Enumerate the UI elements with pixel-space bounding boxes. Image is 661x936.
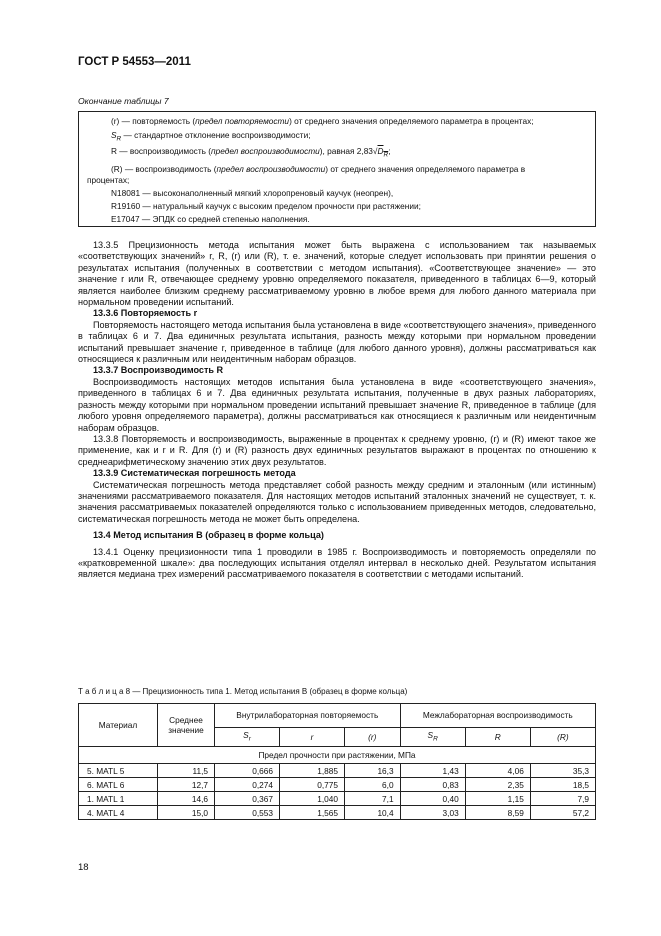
table-cell: 6,0 (345, 778, 401, 792)
table-cell: 8,59 (465, 806, 530, 820)
legend-line: (R) — воспроизводимость (предел воспроизводимости) от среднего значения определяемого параметра в (111, 164, 526, 174)
paragraph: Систематическая погрешность метода представляет собой разность между средним и эталонным (или истинным) значениями рассматриваемого показателя. Для настоящих методов испытаний эталонных значений не существует, т. к. значения рассматриваемых показателей определяются только с использованием приведенных методов, следовательно, систематическая погрешность метода не может быть определена. (78, 479, 596, 524)
page-number: 18 (78, 862, 89, 873)
table-cell: 7,9 (530, 792, 595, 806)
precision-table (78, 703, 596, 820)
table-cell: 0,775 (280, 778, 345, 792)
table-cell: 12,7 (158, 778, 215, 792)
table-cell: 1. MATL 1 (79, 792, 158, 806)
col-header-sR: $S_R$ (400, 727, 465, 746)
legend-line: $S_R$ — стандартное отклонение воспроизводимости; (111, 130, 311, 143)
table-cell: 2,35 (465, 778, 530, 792)
table-cell: 18,5 (530, 778, 595, 792)
table-cell: 14,6 (158, 792, 215, 806)
section-heading: 13.4 Метод испытания В (образец в форме кольца) (93, 530, 324, 541)
table-section-row: Предел прочности при растяжении, МПа (79, 747, 596, 764)
body-text (78, 240, 596, 581)
col-header-r-pct: (r) (345, 727, 401, 746)
table-cell: 4,06 (465, 764, 530, 778)
paragraph: 13.3.8 Повторяемость и воспроизводимость, выраженные в процентах к среднему уровню, (r) и (R) имеют такое же применение, как и r и R. Для (r) и (R) разность двух единичных результатов выражают в процентах по отношению к среднеарифметическому значению этих двух результатов. (78, 433, 596, 467)
table-cell: 11,5 (158, 764, 215, 778)
table-cell: 57,2 (530, 806, 595, 820)
legend-line: R19160 — натуральный каучук с высоким пределом прочности при растяжении; (111, 201, 421, 211)
table-cell: 0,40 (400, 792, 465, 806)
col-header-material: Материал (79, 704, 158, 747)
col-header-inter: Межлабораторная воспроизводимость (400, 704, 595, 728)
legend-line: N18081 — высоконаполненный мягкий хлоропреновый каучук (неопрен), (111, 188, 394, 198)
section-heading: 13.3.7 Воспроизводимость R (93, 365, 224, 376)
table-cell: 1,040 (280, 792, 345, 806)
paragraph: Воспроизводимость настоящих методов испытания была установлена в виде «соответствующего значения», приведенного в таблицах 6 и 7. Два единичных результата испытания, полученные в двух разных лабораториях, разность между которыми при нормальном проведении испытаний превышает значение R, приведенное в таблице (для любого уровня определяемого параметра), должны рассматриваться как относящиеся к различным или неидентичным наборам образцов. (78, 376, 596, 433)
table-row (79, 806, 596, 820)
table-cell: 0,367 (215, 792, 280, 806)
table-cell: 3,03 (400, 806, 465, 820)
paragraph: Повторяемость настоящего метода испытания была установлена в виде «соответствующего значения», приведенного в таблицах 6 и 7. Два единичных результата испытания, разность между которыми при нормальном проведении испытаний превышает значение r, приведенное в таблице (для любого данного уровня), должны рассматриваться как относящиеся к различным или неидентичным наборам образцов. (78, 319, 596, 365)
table-cell: 10,4 (345, 806, 401, 820)
table-cell: 35,3 (530, 764, 595, 778)
document-header: ГОСТ Р 54553—2011 (78, 56, 191, 68)
table-cell: 4. MATL 4 (79, 806, 158, 820)
table-row (79, 764, 596, 778)
col-header-intra: Внутрилабораторная повторяемость (215, 704, 401, 728)
table-caption: Т а б л и ц а 8 — Прецизионность типа 1. Метод испытания В (образец в форме кольца) (78, 687, 408, 696)
table-cell: 1,565 (280, 806, 345, 820)
legend-line: процентах; (87, 175, 130, 185)
paragraph: 13.4.1 Оценку прецизионности типа 1 проводили в 1985 г. Воспроизводимость и повторяемость определяли по «кратковременной шкале»: два последующих испытания отделял интервал в несколько дней. Результатом испытания является медиана трех измерений рассматриваемого показателя в соответствии с методами испытаний. (78, 546, 596, 580)
col-header-R-pct: (R) (530, 727, 595, 746)
table-cell: 0,83 (400, 778, 465, 792)
table-cell: 1,15 (465, 792, 530, 806)
legend-line: (r) — повторяемость (предел повторяемости) от среднего значения определяемого параметра в процентах; (111, 116, 534, 126)
table-cell: 0,553 (215, 806, 280, 820)
table-cell: 0,274 (215, 778, 280, 792)
table-cell: 15,0 (158, 806, 215, 820)
table-cell: 1,885 (280, 764, 345, 778)
table-cell: 16,3 (345, 764, 401, 778)
legend-box (78, 111, 596, 227)
sqrt-symbol: √ (372, 146, 378, 156)
table-cell: 7,1 (345, 792, 401, 806)
col-header-R: R (465, 727, 530, 746)
table-row (79, 792, 596, 806)
col-header-r: r (280, 727, 345, 746)
table-cell: 5. MATL 5 (79, 764, 158, 778)
table-cell: 1,43 (400, 764, 465, 778)
table-row (79, 778, 596, 792)
legend-line: R — воспроизводимость (предел воспроизводимости), равная $2,83√D_R$; (111, 146, 391, 159)
section-heading: 13.3.9 Систематическая погрешность метода (93, 468, 296, 479)
table-caption-continuation: Окончание таблицы 7 (78, 96, 169, 106)
table-cell: 0,666 (215, 764, 280, 778)
table-cell: 6. MATL 6 (79, 778, 158, 792)
col-header-sr: $S_r$ (215, 727, 280, 746)
section-heading: 13.3.6 Повторяемость r (93, 308, 198, 319)
legend-line: E17047 — ЭПДК со средней степенью наполнения. (111, 214, 310, 224)
paragraph: 13.3.5 Прецизионность метода испытания может быть выражена с использованием так называемых «соответствующих значений» r, R, (r) или (R), т. е. значений, которые следует использовать при принятии решения о результатах испытания (полученных в соответствии с методом испытания). «Соответствующее значение» — это значение r или R, отвечающее среднему уровню определяемого показателя, приведенного в таблицах 6—9, который является наиболее близким среднему рассматриваемому уровню в любое время для любого данного материала при нормальном проведении испытаний. (78, 240, 596, 308)
col-header-mean: Среднее значение (158, 704, 215, 747)
